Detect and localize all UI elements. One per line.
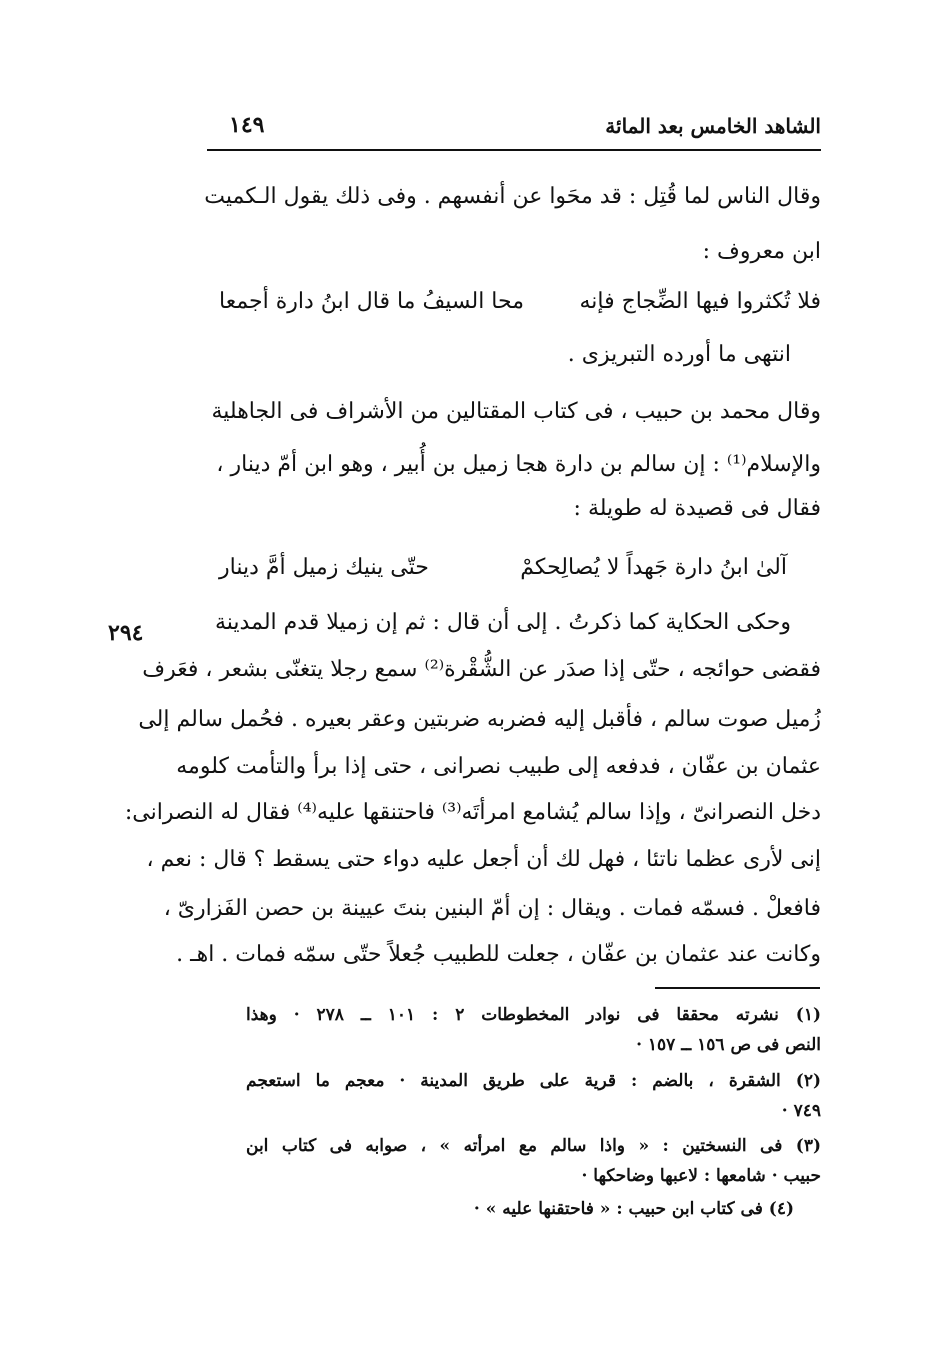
header-title: الشاهد الخامس بعد المائة bbox=[605, 114, 821, 138]
verse-second-hemistich: محا السيفُ ما قال ابنُ دارة أجمعا bbox=[219, 289, 524, 314]
text-line: ابن معروف : bbox=[702, 239, 821, 264]
footnote-line: (٣) فى النسختين : « واذا سالم مع امرأته » ، صوابه فى كتاب ابن bbox=[246, 1136, 821, 1156]
text-line: وقال محمد بن حبيب ، فى كتاب المقتالين من الأشراف فى الجاهلية bbox=[211, 399, 821, 424]
text-line: انتهى ما أورده التبريزى . bbox=[567, 342, 791, 367]
verse-line bbox=[219, 553, 821, 583]
text-line: عثمان بن عفّان ، فدفعه إلى طبيب نصرانى ، حتى إذا برأ والتأمت كلومه bbox=[176, 754, 821, 779]
text-line: دخل النصرانىّ ، وإذا سالم يُشامع امرأتَه⁽³⁾ فاحتنقها عليه⁽⁴⁾ فقال له النصرانى: bbox=[124, 800, 821, 825]
margin-page-reference: ٢٩٤ bbox=[108, 620, 144, 646]
text-line: إنى لأرى عظما ناتئا ، فهل لك أن أجعل عليه دواء حتى يسقط ؟ قال : نعم ، bbox=[146, 847, 821, 872]
verse-second-hemistich: حتّى ينيك زميل أمَّ دينار bbox=[219, 555, 429, 580]
text-line: وحكى الحكاية كما ذكرتُ . إلى أن قال : ثم إن زميلا قدم المدينة bbox=[215, 610, 791, 635]
verse-line bbox=[219, 287, 821, 317]
footnote-line: ٧٤٩ · bbox=[781, 1101, 821, 1121]
text-line: فافعلْ . فسمّه فمات . ويقال : إن أمّ البنين بنتَ عيينة بن حصن الفَزارىّ ، bbox=[163, 896, 821, 921]
footnote-line: النص فى ص ١٥٦ ــ ١٥٧ · bbox=[636, 1035, 821, 1055]
text-line: والإسلام⁽¹⁾ : إن سالم بن دارة هجا زميل بن أُبير ، وهو ابن أمّ دينار ، bbox=[216, 452, 821, 477]
footnote-line: (١) نشرته محققا فى نوادر المخطوطات ٢ : ١٠١ ــ ٢٧٨ · وهذا bbox=[246, 1005, 821, 1025]
verse-first-hemistich: فلا تُكثروا فيها الضِّجاج فإنه bbox=[579, 289, 821, 314]
footnote-rule bbox=[655, 987, 820, 989]
text-line: وكانت عند عثمان بن عفّان ، جعلت للطبيب جُعلاً حتّى سمّه فمات . اهـ . bbox=[176, 942, 821, 967]
text-line: فقضى حوائجه ، حتّى إذا صدَر عن الشُّقْرة⁽²⁾ سمع رجلا يتغنّى بشعر ، فعَرف bbox=[142, 657, 821, 682]
running-header bbox=[207, 112, 821, 142]
verse-first-hemistich: آلىٰ ابنُ دارة جَهداً لا يُصالِحكمْ bbox=[520, 555, 787, 580]
text-line: زُميل صوت سالم ، فأقبل إليه فضربه ضربتين وعقر بعيره . فحُمل سالم إلى bbox=[138, 707, 821, 732]
text-line: فقال فى قصيدة له طويلة : bbox=[573, 496, 821, 521]
text-line: وقال الناس لما قُتِل : قد محَوا عن أنفسهم . وفى ذلك يقول الـكميت bbox=[204, 184, 821, 209]
footnote-line: (٤) فى كتاب ابن حبيب : « فاحتقنها عليه » · bbox=[473, 1199, 794, 1219]
footnote-line: (٢) الشقرة ، بالضم : قرية على طريق المدينة · معجم ما استعجم bbox=[246, 1071, 821, 1091]
header-rule bbox=[207, 149, 821, 151]
page-number: ١٤٩ bbox=[229, 112, 265, 138]
footnote-line: حبيب · شامعها : لاعبها وضاحكها · bbox=[581, 1166, 821, 1186]
